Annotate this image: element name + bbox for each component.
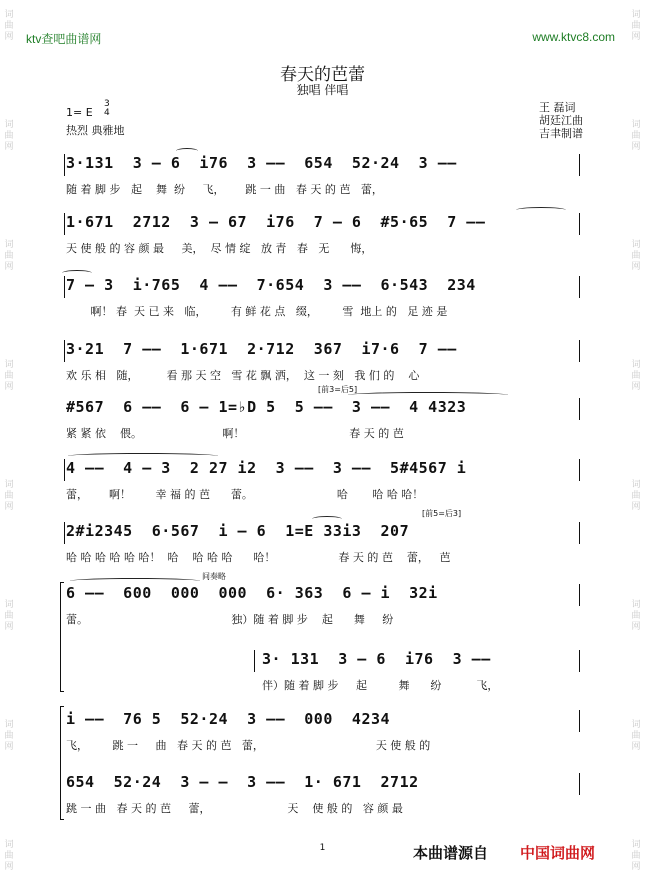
notation-line: 3·21 7 –– 1·671 2·712 367 i7·6 7 –– [66, 340, 457, 358]
barline [579, 154, 580, 176]
composer: 胡廷江曲 [539, 114, 583, 127]
barline [64, 276, 65, 298]
lyric-line: 啊！ 春 天 已 来 临， 有 鲜 花 点 缀， 雪 地上 的 足 迹 是 [66, 305, 448, 318]
lyric-line: 随 着 脚 步 起 舞 纷 飞， 跳 一 曲 春 天 的 芭 蕾， [66, 183, 383, 196]
source-site-link[interactable]: 中国词曲网 [520, 844, 596, 862]
credits [539, 101, 583, 140]
tie [348, 392, 508, 398]
barline [579, 459, 580, 481]
lyric-line: 紧 紧 依 偎。 啊！ 春 天 的 芭 [66, 427, 404, 440]
time-top: 3 [104, 99, 110, 109]
source-label: 本曲谱源自 [413, 844, 489, 862]
lyric-line: 天 使 般 的 容 颜 最 美， 尽 情 绽 放 青 春 无 悔， [66, 242, 373, 255]
barline [579, 710, 580, 732]
song-title: 春天的芭蕾 [280, 65, 365, 85]
site-name[interactable]: ktv查吧曲谱网 [26, 32, 102, 46]
watermark-left: 词 曲 网 [4, 240, 14, 272]
lyric-line: 飞， 跳 一 曲 春 天 的 芭 蕾， 天 使 般 的 [66, 739, 431, 752]
notation-line: 4 –– 4 – 3 2 27 i2 3 –– 3 –– 5#4567 i [66, 459, 467, 477]
barline [579, 340, 580, 362]
site-url[interactable]: www.ktvc8.com [532, 30, 615, 44]
notation-line: 7 – 3 i·765 4 –– 7·654 3 –– 6·543 234 [66, 276, 476, 294]
barline [579, 398, 580, 420]
lyric-line: 蕾， 啊！ 幸 福 的 芭 蕾。 哈 哈 哈 哈！ [66, 488, 424, 501]
lyric-line: 蕾。 独）随 着 脚 步 起 舞 纷 [66, 613, 394, 626]
barline [579, 276, 580, 298]
notation-line: #567 6 –– 6 – 1=♭D 5 5 –– 3 –– 4 4323 [66, 398, 467, 416]
barline [579, 773, 580, 795]
barline [579, 650, 580, 672]
tie [312, 516, 342, 522]
time-signature [104, 100, 110, 118]
watermark-right: 词 曲 网 [631, 480, 641, 512]
tempo-marking: 热烈 典雅地 [66, 124, 125, 137]
barline [579, 584, 580, 606]
modulation-note: [前3=后5] [318, 385, 358, 394]
notation-line: 654 52·24 3 – – 3 –– 1· 671 2712 [66, 773, 419, 791]
tie [70, 578, 200, 584]
notation-line: 6 –– 600 000 000 6· 363 6 – i 32i [66, 584, 438, 602]
notation-line: 1·671 2712 3 – 67 i76 7 – 6 #5·65 7 –– [66, 213, 486, 231]
notation-line: i –– 76 5 52·24 3 –– 000 4234 [66, 710, 391, 728]
tie [68, 453, 218, 459]
barline [64, 459, 65, 481]
time-bottom: 4 [104, 108, 110, 118]
engraver: 吉聿制谱 [539, 127, 583, 140]
notation-line: 2#i2345 6·567 i – 6 1=E 33i3 207 [66, 522, 410, 540]
watermark-right: 词 曲 网 [631, 360, 641, 392]
watermark-right: 词 曲 网 [631, 600, 641, 632]
barline [64, 522, 65, 544]
watermark-left: 词 曲 网 [4, 600, 14, 632]
song-subtitle: 独唱 伴唱 [296, 83, 349, 97]
barline [579, 213, 580, 235]
barline [64, 154, 65, 176]
lyric-line: 伴）随 着 脚 步 起 舞 纷 飞， [262, 679, 499, 692]
tie [516, 207, 566, 213]
tie [176, 148, 198, 154]
watermark-left: 词 曲 网 [4, 120, 14, 152]
lyric-line: 哈 哈 哈 哈 哈 哈！ 哈 哈 哈 哈 哈！ 春 天 的 芭 蕾， 芭 [66, 551, 451, 564]
notation-line: 3· 131 3 – 6 i76 3 –– [262, 650, 491, 668]
barline [254, 650, 255, 672]
lyricist: 王 磊词 [539, 101, 576, 114]
lyric-line: 跳 一 曲 春 天 的 芭 蕾， 天 使 般 的 容 颜 最 [66, 802, 403, 815]
system-brace [60, 582, 64, 692]
watermark-right: 词 曲 网 [631, 10, 641, 42]
key-signature: 1= E [66, 106, 93, 119]
watermark-right: 词 曲 网 [631, 120, 641, 152]
tie [62, 270, 92, 276]
interlude-note: 间奏略 [202, 572, 226, 581]
barline [579, 522, 580, 544]
watermark-left: 词 曲 网 [4, 720, 14, 752]
lyric-line: 欢 乐 相 随， 看 那 天 空 雪 花 飘 洒， 这 一 刻 我 们 的 心 [66, 369, 420, 382]
watermark-left: 词 曲 网 [4, 840, 14, 872]
notation-line: 3·131 3 – 6 i76 3 –– 654 52·24 3 –– [66, 154, 457, 172]
page-number: 1 [319, 843, 326, 853]
modulation-note: [前5=后3] [422, 509, 462, 518]
watermark-left: 词 曲 网 [4, 360, 14, 392]
watermark-right: 词 曲 网 [631, 720, 641, 752]
watermark-left: 词 曲 网 [4, 10, 14, 42]
watermark-right: 词 曲 网 [631, 840, 641, 872]
system-brace [60, 706, 64, 820]
watermark-left: 词 曲 网 [4, 480, 14, 512]
watermark-right: 词 曲 网 [631, 240, 641, 272]
barline [64, 340, 65, 362]
barline [64, 213, 65, 235]
